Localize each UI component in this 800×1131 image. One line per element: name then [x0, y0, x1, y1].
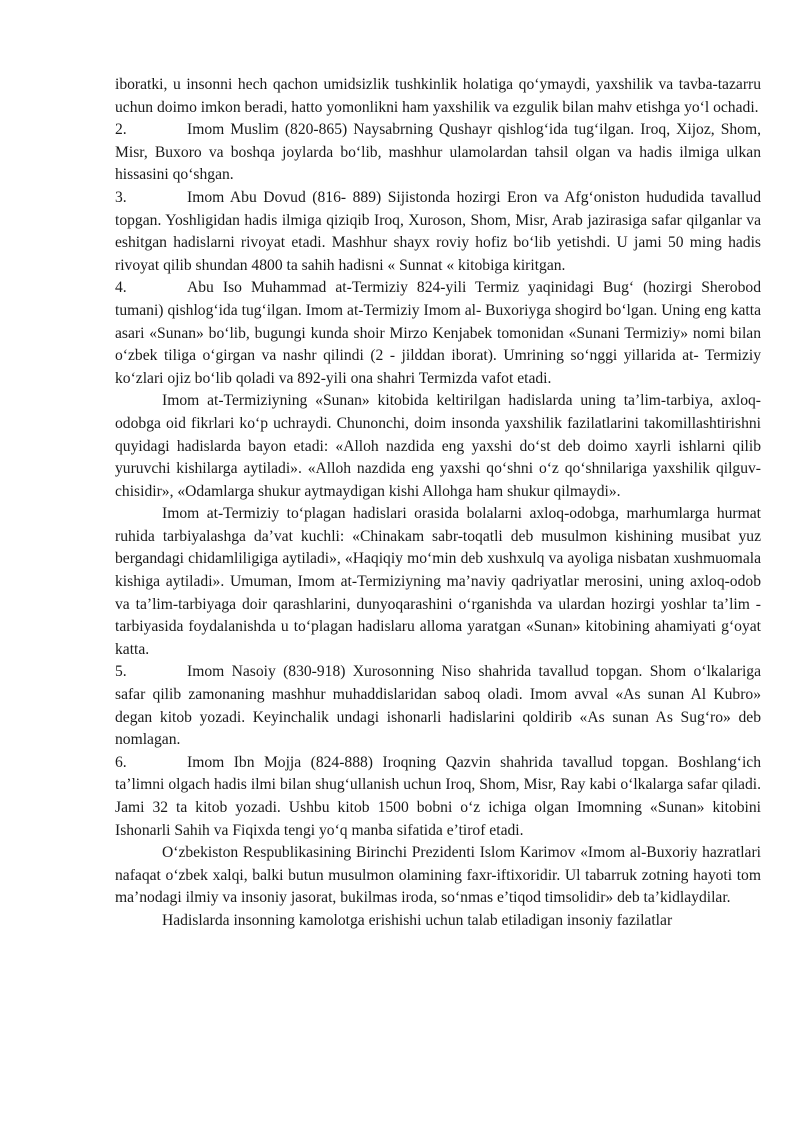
numbered-paragraph-abu-dovud: 3. Imom Abu Dovud (816- 889) Sijistonda hozirgi Eron va Afg‘oniston hududida tavallud topgan. Yoshligidan hadis ilmiga qiziqib Iroq, Xuroson, Shom, Misr, Arab jazirasiga safar qilganlar va eshitgan hadislarni rivoyat etadi. Mashhur shayx roviy hofiz bo‘lib yetishdi. U jami 50 ming hadis rivoyat qilib shundan 4800 ta sahih hadisni « Sunnat « kitobiga kiritgan.: [115, 188, 761, 274]
numbered-paragraph-imom-muslim: 2. Imom Muslim (820-865) Naysabrning Qushayr qishlog‘ida tug‘ilgan. Iroq, Xijoz, Shom, Misr, Buxoro va boshqa joylarda bo‘lib, mashhur ulamolardan tahsil olgan va hadis ilmiga ulkan hissasini qo‘shgan.: [115, 121, 761, 184]
paragraph-termiziy-sunan: Imom at-Termiziyning «Sunan» kitobida keltirilgan hadislarda uning ta’lim-tarbiya, axloq-odobga oid fikrlari ko‘p uchraydi. Chunonchi, doim insonda yaxshilik fazilatlarini takomillashtirishni quyidagi hadislarda bayon etadi: «Alloh nazdida eng yaxshi do‘st deb doimo xayrli ishlarni qilib yuruvchi kishilarga aytiladi». «Alloh nazdida eng yaxshi qo‘shni o‘z qo‘shnilariga yaxshilik qilguv- chisidir», «Odamlarga shukur aytmaydigan kishi Allohga ham shukur qilmaydi».: [115, 392, 761, 500]
paragraph-karimov-quote: O‘zbekiston Respublikasining Birinchi Prezidenti Islom Karimov «Imom al-Buxoriy hazratlari nafaqat o‘zbek xalqi, balki butun musulmon olamining faxr-iftixoridir. Ul tabarruk zotning hayoti tom ma’nodagi ilmiy va insoniy jasorat, bukilmas iroda, so‘nmas e’tiqod timsolidir» deb ta’kidlaydilar.: [115, 844, 761, 907]
paragraph-number: 2.: [115, 121, 127, 139]
numbered-paragraph-nasoiy: 5. Imom Nasoiy (830-918) Xurosonning Niso shahrida tavallud topgan. Shom o‘lkalariga safar qilib zamonaning mashhur muhaddislaridan saboq oladi. Imom avval «As sunan Al Kubro» degan kitob yozadi. Keyinchalik undagi ishonarli hadislarini qoldirib «As sunan As Sug‘ro» deb nomlagan.: [115, 663, 761, 749]
paragraph-hadislarda: Hadislarda insonning kamolotga erishishi uchun talab etiladigan insoniy fazilatlar: [162, 911, 673, 929]
paragraph-number: 6.: [115, 753, 127, 771]
numbered-paragraph-termiziy: 4. Abu Iso Muhammad at-Termiziy 824-yili Termiz yaqinidagi Bug‘ (hozirgi Sherobod tumani) qishlog‘ida tug‘ilgan. Imom at-Termiziy Imom al- Buxoriyga shogird bo‘lgan. Uning eng katta asari «Sunan» bo‘lib, bugungi kunda shoir Mirzo Kenjabek tomonidan «Sunani Termiziy» nomi bilan o‘zbek tiliga o‘girgan va nashr qilindi (2 - jilddan iborat). Umrining so‘nggi yillarida at- Termiziy ko‘zlari ojiz bo‘lib qoladi va 892-yili ona shahri Termizda vafot etadi.: [115, 279, 761, 387]
paragraph-termiziy-hadislar: Imom at-Termiziy to‘plagan hadislari orasida bolalarni axloq-odobga, marhumlarga hurmat ruhida tarbiyalashga da’vat kuchli: «Chinakam sabr-toqatli deb musulmon kishining musibat yuz bergandagi chidamliligiga aytiladi», «Haqiqiy mo‘min deb xushxulq va ayoliga nisbatan xushmuomala kishiga aytiladi». Umuman, Imom at-Termiziyning ma’naviy qadriyatlar merosini, uning axloq-odob va ta’lim-tarbiyaga doir qarashlarini, dunyoqarashini o‘rganishda va ulardan hozirgi yoshlar ta’lim - tarbiyasida foydalanishda u to‘plagan hadislaru alloma yaratgan «Sunan» kitobining ahamiyati g‘oyat katta.: [115, 505, 761, 658]
paragraph-number: 5.: [115, 663, 127, 681]
paragraph-number: 3.: [115, 188, 127, 206]
document-page: [115, 74, 761, 933]
paragraph-continuation: iboratki, u insonni hech qachon umidsizlik tushkinlik holatiga qo‘ymaydi, yaxshilik va tavba-tazarru uchun doimo imkon beradi, hatto yomonlikni ham yaxshilik va ezgulik bilan mahv etishga yo‘l ochadi.: [115, 76, 761, 116]
paragraph-number: 4.: [115, 279, 127, 297]
numbered-paragraph-ibn-mojja: 6. Imom Ibn Mojja (824-888) Iroqning Qazvin shahrida tavallud topgan. Boshlang‘ich ta’limni olgach hadis ilmi bilan shug‘ullanish uchun Iroq, Shom, Misr, Ray kabi o‘lkalarga safar qiladi. Jami 32 ta kitob yozadi. Ushbu kitob 1500 bobni o‘z ichiga olgan Imomning «Sunan» kitobini Ishonarli Sahih va Fiqixda tengi yo‘q manba sifatida e’tirof etadi.: [115, 753, 761, 839]
